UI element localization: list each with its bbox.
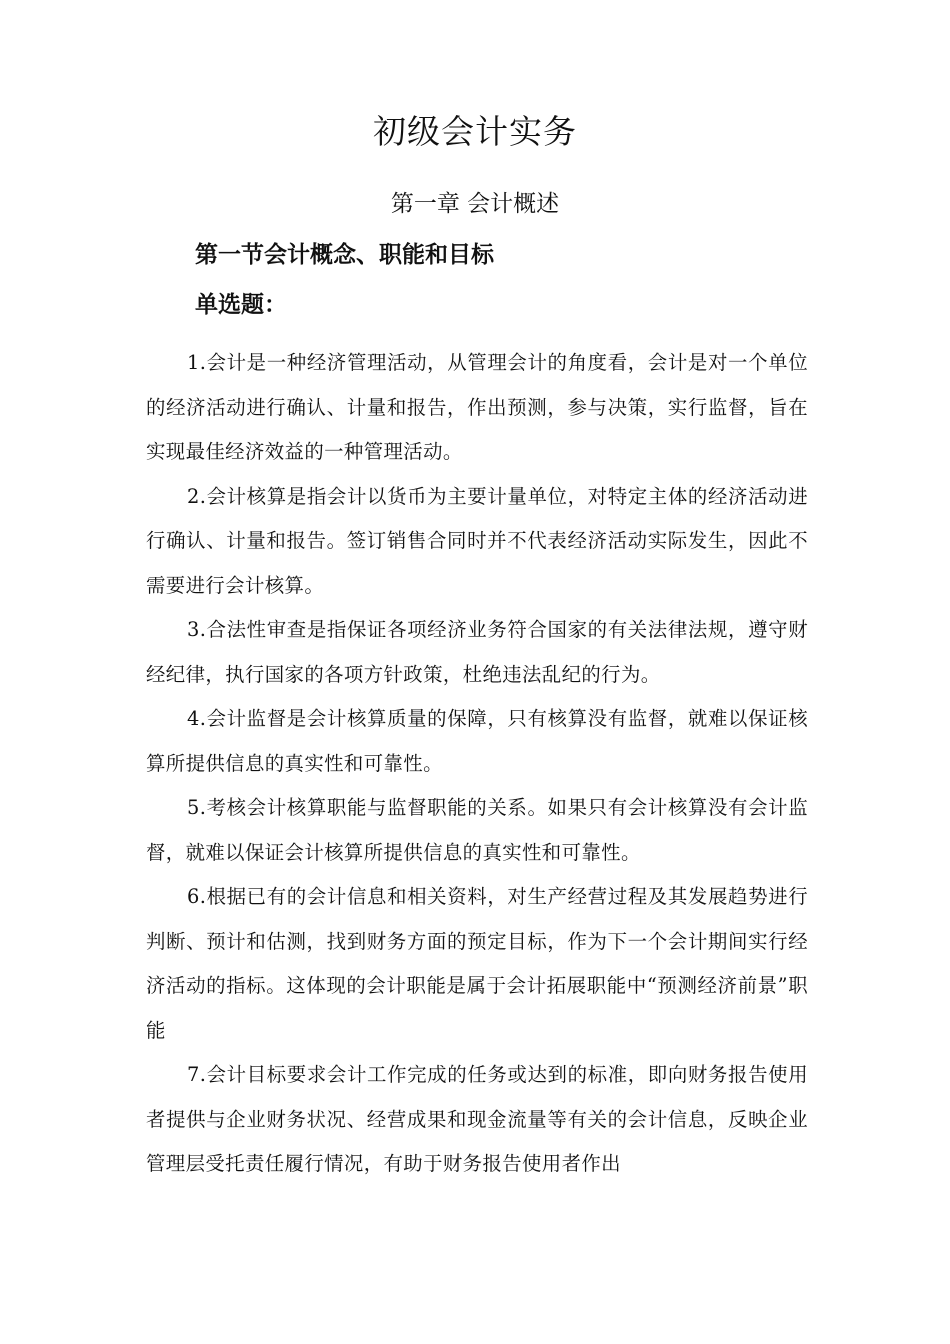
question-list [146,341,808,1187]
chapter-title: 第一章 会计概述 [390,191,560,217]
question-item: 4.会计监督是会计核算质量的保障，只有核算没有监督，就难以保证核算所提供信息的真实性和可靠性。 [146,707,808,775]
question-item: 1.会计是一种经济管理活动，从管理会计的角度看，会计是对一个单位的经济活动进行确认、计量和报告，作出预测，参与决策，实行监督，旨在实现最佳经济效益的一种管理活动。 [146,351,808,463]
question-item: 3.合法性审查是指保证各项经济业务符合国家的有关法律法规，遵守财经纪律，执行国家的各项方针政策，杜绝违法乱纪的行为。 [146,618,808,686]
section-title: 第一节会计概念、职能和目标 [195,242,494,268]
document-title: 初级会计实务 [373,112,577,151]
subsection-title: 单选题： [195,292,287,318]
question-item: 7.会计目标要求会计工作完成的任务或达到的标准，即向财务报告使用者提供与企业财务状况、经营成果和现金流量等有关的会计信息，反映企业管理层受托责任履行情况，有助于财务报告使用者作出 [146,1063,808,1175]
question-item: 6.根据已有的会计信息和相关资料，对生产经营过程及其发展趋势进行判断、预计和估测，找到财务方面的预定目标，作为下一个会计期间实行经济活动的指标。这体现的会计职能是属于会计拓展职能中“预测经济前景”职能 [146,885,808,1042]
question-item: 2.会计核算是指会计以货币为主要计量单位，对特定主体的经济活动进行确认、计量和报告。签订销售合同时并不代表经济活动实际发生，因此不需要进行会计核算。 [146,484,808,597]
question-item: 5.考核会计核算职能与监督职能的关系。如果只有会计核算没有会计监督，就难以保证会计核算所提供信息的真实性和可靠性。 [146,796,808,864]
